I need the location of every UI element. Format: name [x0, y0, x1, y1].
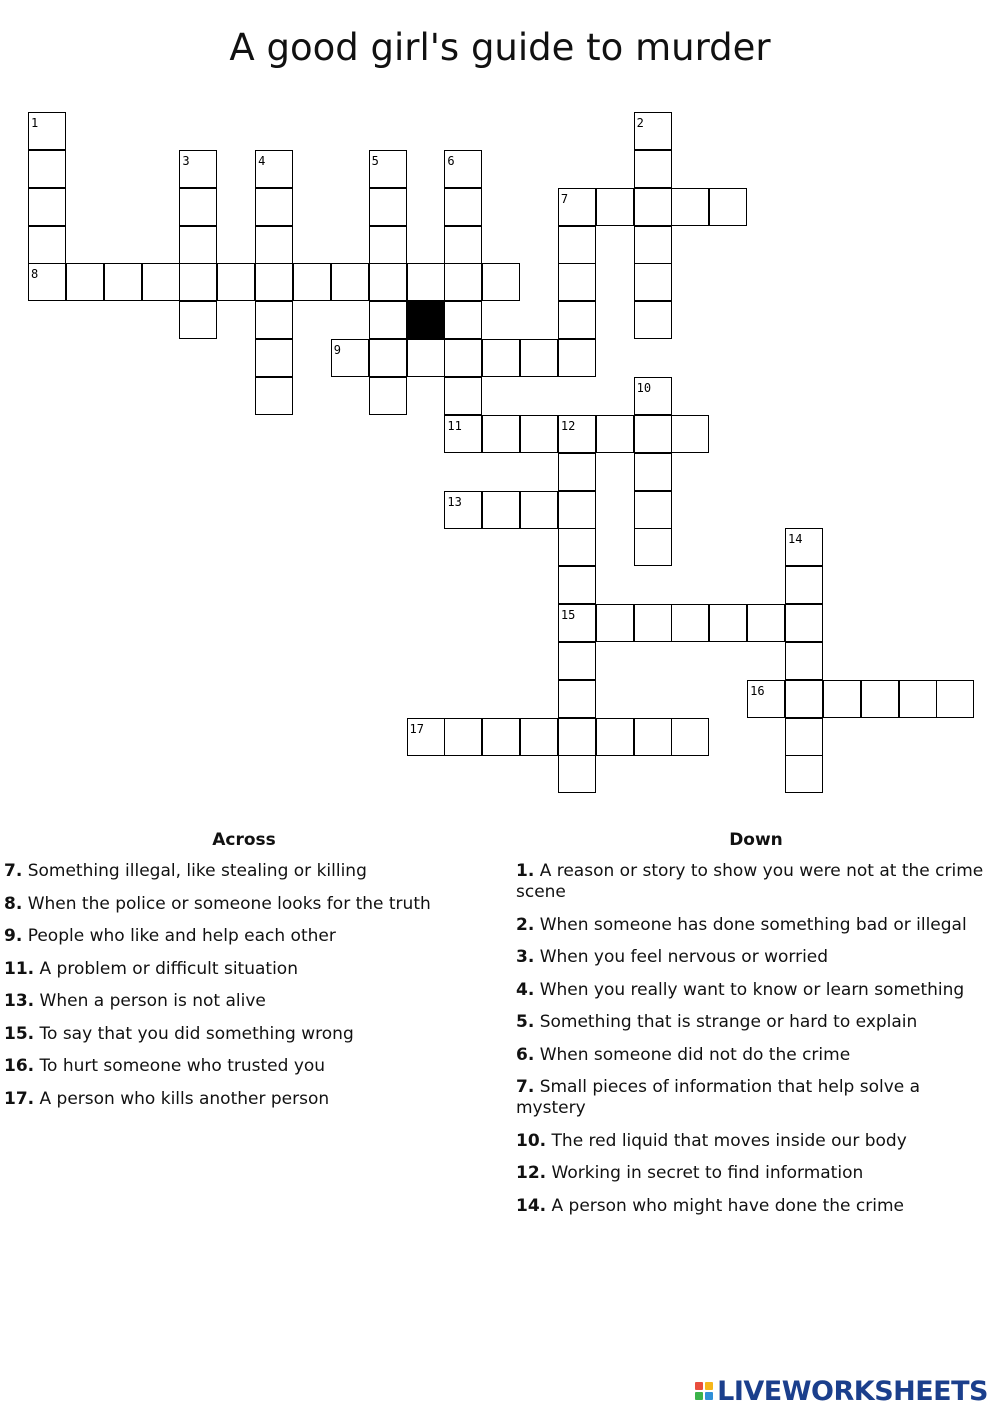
grid-cell[interactable]: [28, 112, 66, 150]
grid-cell[interactable]: [444, 377, 482, 415]
grid-cell[interactable]: [369, 226, 407, 264]
grid-cell[interactable]: [331, 263, 369, 301]
grid-cell[interactable]: [255, 301, 293, 339]
grid-cell[interactable]: [369, 377, 407, 415]
clue-text: When someone did not do the crime: [534, 1044, 851, 1065]
grid-cell[interactable]: [179, 301, 217, 339]
grid-cell[interactable]: [936, 680, 974, 718]
down-clue: [516, 947, 994, 968]
grid-cell[interactable]: [558, 604, 596, 642]
grid-cell[interactable]: [255, 226, 293, 264]
clue-number: 17: [409, 721, 424, 736]
grid-cell[interactable]: [104, 263, 142, 301]
grid-cell[interactable]: [785, 604, 823, 642]
grid-cell[interactable]: [482, 491, 520, 529]
clue-number: 12: [560, 418, 576, 433]
grid-cell[interactable]: [634, 604, 672, 642]
across-clue: [4, 926, 484, 947]
clue-number-label: 10.: [516, 1130, 547, 1151]
grid-cell[interactable]: [899, 680, 937, 718]
down-clue: [516, 1196, 994, 1217]
grid-cell[interactable]: [217, 263, 255, 301]
clue-number-label: 12.: [516, 1163, 547, 1183]
grid-cell[interactable]: [482, 718, 520, 756]
logo-square: [705, 1382, 713, 1390]
grid-cell[interactable]: [558, 453, 596, 491]
grid-cell[interactable]: [28, 188, 66, 226]
clue-number: 13: [447, 494, 462, 509]
clue-text: To hurt someone who trusted you: [34, 1056, 326, 1076]
down-clue: [516, 1163, 994, 1184]
grid-cell[interactable]: [785, 718, 823, 756]
down-clue: [516, 861, 994, 903]
grid-cell[interactable]: [596, 188, 634, 226]
grid-cell[interactable]: [634, 188, 672, 226]
grid-cell[interactable]: [671, 188, 709, 226]
grid-cell[interactable]: [444, 150, 482, 188]
down-clue: [516, 1077, 994, 1119]
grid-cell[interactable]: [407, 339, 445, 377]
across-clue: [4, 894, 484, 915]
grid-cell[interactable]: [520, 415, 558, 453]
grid-cell[interactable]: [66, 263, 104, 301]
grid-cell[interactable]: [671, 718, 709, 756]
liveworksheets-logo[interactable]: [695, 1376, 988, 1406]
logo-square: [705, 1392, 713, 1400]
clue-number: 11: [447, 418, 462, 433]
grid-cell[interactable]: [28, 150, 66, 188]
grid-cell[interactable]: [558, 718, 596, 756]
clue-text: To say that you did something wrong: [34, 1023, 354, 1044]
clue-number-label: 8.: [4, 893, 23, 914]
grid-cell[interactable]: [28, 226, 66, 264]
worksheet-title: A good girl's guide to murder: [229, 26, 771, 69]
clue-text: When a person is not alive: [34, 991, 266, 1011]
clue-text: When you feel nervous or worried: [534, 947, 829, 967]
grid-cell[interactable]: [634, 377, 672, 415]
grid-cell[interactable]: [785, 528, 823, 566]
clue-number: 9: [333, 343, 342, 358]
grid-cell[interactable]: [671, 415, 709, 453]
grid-cell[interactable]: [444, 188, 482, 226]
clue-text: The red liquid that moves inside our body: [546, 1130, 907, 1151]
grid-cell[interactable]: [558, 680, 596, 718]
clue-number-label: 6.: [516, 1044, 535, 1065]
grid-cell[interactable]: [861, 680, 899, 718]
grid-cell[interactable]: [709, 604, 747, 642]
clue-text: A problem or difficult situation: [34, 958, 298, 979]
across-clue: [4, 861, 484, 882]
grid-cell[interactable]: [634, 150, 672, 188]
down-clue: [516, 1045, 994, 1066]
grid-cell[interactable]: [255, 339, 293, 377]
grid-cell[interactable]: [634, 301, 672, 339]
grid-cell[interactable]: [634, 112, 672, 150]
grid-cell[interactable]: [369, 150, 407, 188]
grid-cell[interactable]: [747, 604, 785, 642]
clue-number: 7: [560, 191, 569, 206]
grid-cell[interactable]: [407, 718, 445, 756]
clue-text: When you really want to know or learn something: [534, 979, 965, 1000]
grid-cell[interactable]: [520, 491, 558, 529]
clue-text: Something that is strange or hard to explain: [534, 1012, 918, 1032]
grid-cell[interactable]: [142, 263, 180, 301]
grid-cell[interactable]: [293, 263, 331, 301]
grid-cell[interactable]: [255, 263, 293, 301]
grid-cell[interactable]: [520, 339, 558, 377]
grid-cell[interactable]: [634, 718, 672, 756]
clue-text: A person who might have done the crime: [546, 1195, 904, 1216]
grid-cell[interactable]: [28, 263, 66, 301]
grid-cell[interactable]: [444, 339, 482, 377]
clue-number-label: 7.: [516, 1077, 535, 1097]
grid-cell[interactable]: [634, 263, 672, 301]
clue-number-label: 1.: [516, 861, 535, 881]
clue-number-label: 11.: [4, 958, 35, 979]
down-clue-list: [516, 861, 994, 1217]
clue-number-label: 16.: [4, 1056, 35, 1076]
clue-number: 4: [258, 153, 266, 168]
clue-number-label: 7.: [4, 861, 23, 881]
across-clue: [4, 1089, 484, 1110]
grid-cell[interactable]: [179, 263, 217, 301]
clue-number-label: 15.: [4, 1023, 35, 1044]
grid-cell[interactable]: [709, 188, 747, 226]
grid-cell[interactable]: [634, 528, 672, 566]
clue-text: People who like and help each other: [22, 926, 336, 946]
clue-number: 5: [371, 153, 379, 168]
clue-number: 2: [636, 116, 644, 130]
clue-number-label: 2.: [516, 914, 535, 935]
clue-text: When the police or someone looks for the truth: [22, 893, 431, 914]
down-clue: [516, 1131, 994, 1152]
grid-cell[interactable]: [671, 604, 709, 642]
grid-cell[interactable]: [558, 755, 596, 793]
grid-cell[interactable]: [596, 718, 634, 756]
grid-cell[interactable]: [369, 339, 407, 377]
clue-number-label: 4.: [516, 979, 535, 1000]
grid-cell[interactable]: [596, 604, 634, 642]
grid-cell[interactable]: [482, 339, 520, 377]
grid-cell[interactable]: [255, 188, 293, 226]
down-heading: Down: [729, 830, 783, 850]
down-clue: [516, 980, 994, 1001]
across-clue: [4, 991, 484, 1012]
grid-cell[interactable]: [634, 226, 672, 264]
grid-cell[interactable]: [369, 263, 407, 301]
grid-cell[interactable]: [444, 491, 482, 529]
clue-number-label: 5.: [516, 1012, 535, 1032]
grid-cell[interactable]: [785, 566, 823, 604]
across-heading: Across: [212, 830, 276, 850]
grid-cell[interactable]: [558, 528, 596, 566]
grid-cell[interactable]: [255, 377, 293, 415]
grid-cell[interactable]: [444, 263, 482, 301]
grid-cell[interactable]: [444, 415, 482, 453]
clue-number: 1: [31, 116, 39, 130]
clue-text: A person who kills another person: [34, 1088, 330, 1109]
grid-cell[interactable]: [634, 415, 672, 453]
clue-number: 6: [447, 153, 455, 168]
grid-cell[interactable]: [634, 453, 672, 491]
grid-cell[interactable]: [369, 188, 407, 226]
grid-cell[interactable]: [558, 491, 596, 529]
grid-cell[interactable]: [520, 718, 558, 756]
logo-text: LIVEWORKSHEETS: [717, 1375, 988, 1407]
clue-text: A reason or story to show you were not at the crime scene: [516, 861, 984, 902]
logo-mark-icon: [695, 1382, 713, 1400]
grid-cell[interactable]: [482, 263, 520, 301]
grid-cell[interactable]: [785, 642, 823, 680]
clue-text: Small pieces of information that help solve a mystery: [516, 1077, 921, 1118]
grid-cell[interactable]: [634, 491, 672, 529]
grid-cell[interactable]: [596, 415, 634, 453]
across-clue: [4, 1056, 484, 1077]
grid-cell[interactable]: [407, 263, 445, 301]
grid-cell[interactable]: [558, 301, 596, 339]
down-clues: [516, 830, 994, 1228]
clue-number: 15: [560, 608, 576, 623]
clue-number: 8: [31, 267, 39, 282]
black-cell: [407, 301, 445, 339]
down-clue: [516, 1012, 994, 1033]
clue-text: Working in secret to find information: [546, 1163, 864, 1183]
grid-cell[interactable]: [785, 755, 823, 793]
grid-cell[interactable]: [179, 226, 217, 264]
grid-cell[interactable]: [558, 263, 596, 301]
across-clues: [4, 830, 484, 1121]
grid-cell[interactable]: [747, 680, 785, 718]
logo-square: [695, 1382, 703, 1390]
down-clue: [516, 915, 994, 936]
grid-cell[interactable]: [331, 339, 369, 377]
logo-square: [695, 1392, 703, 1400]
clue-number: 16: [750, 683, 765, 698]
clue-text: When someone has done something bad or illegal: [534, 914, 967, 935]
grid-cell[interactable]: [785, 680, 823, 718]
grid-cell[interactable]: [482, 415, 520, 453]
clue-number: 14: [788, 532, 803, 547]
across-clue: [4, 959, 484, 980]
grid-cell[interactable]: [179, 188, 217, 226]
clue-number-label: 14.: [516, 1195, 547, 1216]
clue-number-label: 9.: [4, 926, 23, 946]
grid-cell[interactable]: [823, 680, 861, 718]
clue-number: 10: [636, 380, 652, 395]
grid-cell[interactable]: [179, 150, 217, 188]
clue-number-label: 13.: [4, 991, 35, 1011]
across-clue: [4, 1024, 484, 1045]
clue-number-label: 3.: [516, 947, 535, 967]
grid-cell[interactable]: [558, 188, 596, 226]
grid-cell[interactable]: [369, 301, 407, 339]
grid-cell[interactable]: [558, 642, 596, 680]
grid-cell[interactable]: [444, 718, 482, 756]
clue-number: 3: [182, 153, 190, 168]
clue-text: Something illegal, like stealing or killing: [22, 861, 367, 881]
grid-cell[interactable]: [558, 415, 596, 453]
clue-number-label: 17.: [4, 1088, 35, 1109]
across-clue-list: [4, 861, 484, 1110]
grid-cell[interactable]: [255, 150, 293, 188]
grid-cell[interactable]: [558, 339, 596, 377]
grid-cell[interactable]: [444, 301, 482, 339]
grid-cell[interactable]: [558, 226, 596, 264]
grid-cell[interactable]: [558, 566, 596, 604]
grid-cell[interactable]: [444, 226, 482, 264]
